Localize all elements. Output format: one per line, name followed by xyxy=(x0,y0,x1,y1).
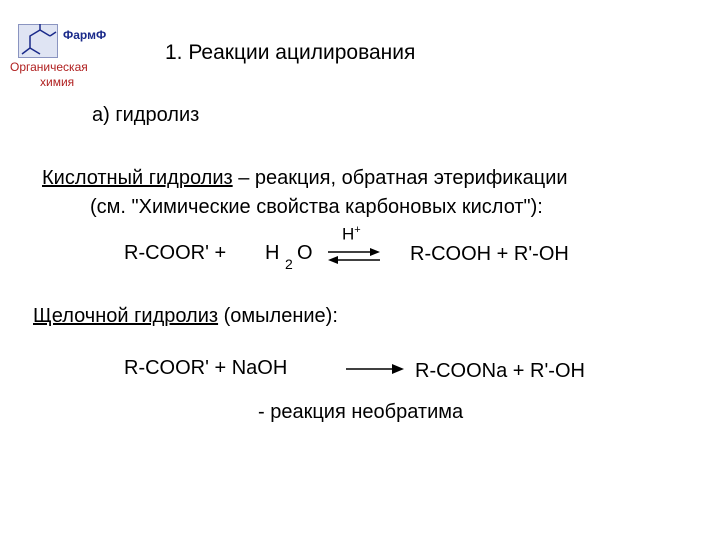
alkaline-hydrolysis-note: (омыление): xyxy=(218,305,338,327)
equation1-reactants: R-COOR' + xyxy=(124,242,227,264)
slide-title: 1. Реакции ацилирования xyxy=(165,41,416,64)
acid-hydrolysis-definition xyxy=(42,164,568,193)
alkaline-hydrolysis-heading xyxy=(33,302,338,331)
acid-hydrolysis-term: Кислотный гидролиз xyxy=(42,167,233,189)
equation1-catalyst xyxy=(342,224,361,245)
department-label-line2: химия xyxy=(40,75,75,89)
equation1-water-o: O xyxy=(297,242,313,264)
equation1-water-subscript: 2 xyxy=(285,256,293,272)
equation1-water-h: H xyxy=(265,242,280,264)
alkaline-hydrolysis-term: Щелочной гидролиз xyxy=(33,305,219,327)
catalyst-charge: + xyxy=(354,224,361,236)
irreversibility-note: - реакция необратима xyxy=(258,401,464,423)
brand-name: ФармФ xyxy=(63,28,107,42)
equation2-reactants: R-COOR' + NaOH xyxy=(124,357,288,379)
molecule-icon xyxy=(18,24,58,58)
acid-hydrolysis-description: – реакция, обратная этерификации xyxy=(232,167,568,189)
subsection-heading: а) гидролиз xyxy=(92,104,200,126)
forward-arrow-icon xyxy=(344,361,406,377)
catalyst-symbol: H xyxy=(342,224,355,244)
acid-hydrolysis-reference: (см. "Химические свойства карбоновых кислот"): xyxy=(90,196,543,218)
equation2-products: R-COONa + R'-OH xyxy=(415,360,585,382)
reversible-arrow-icon xyxy=(326,246,382,266)
department-label-line1: Органическая xyxy=(10,60,88,74)
equation1-products: R-COOH + R'-OH xyxy=(410,243,569,265)
